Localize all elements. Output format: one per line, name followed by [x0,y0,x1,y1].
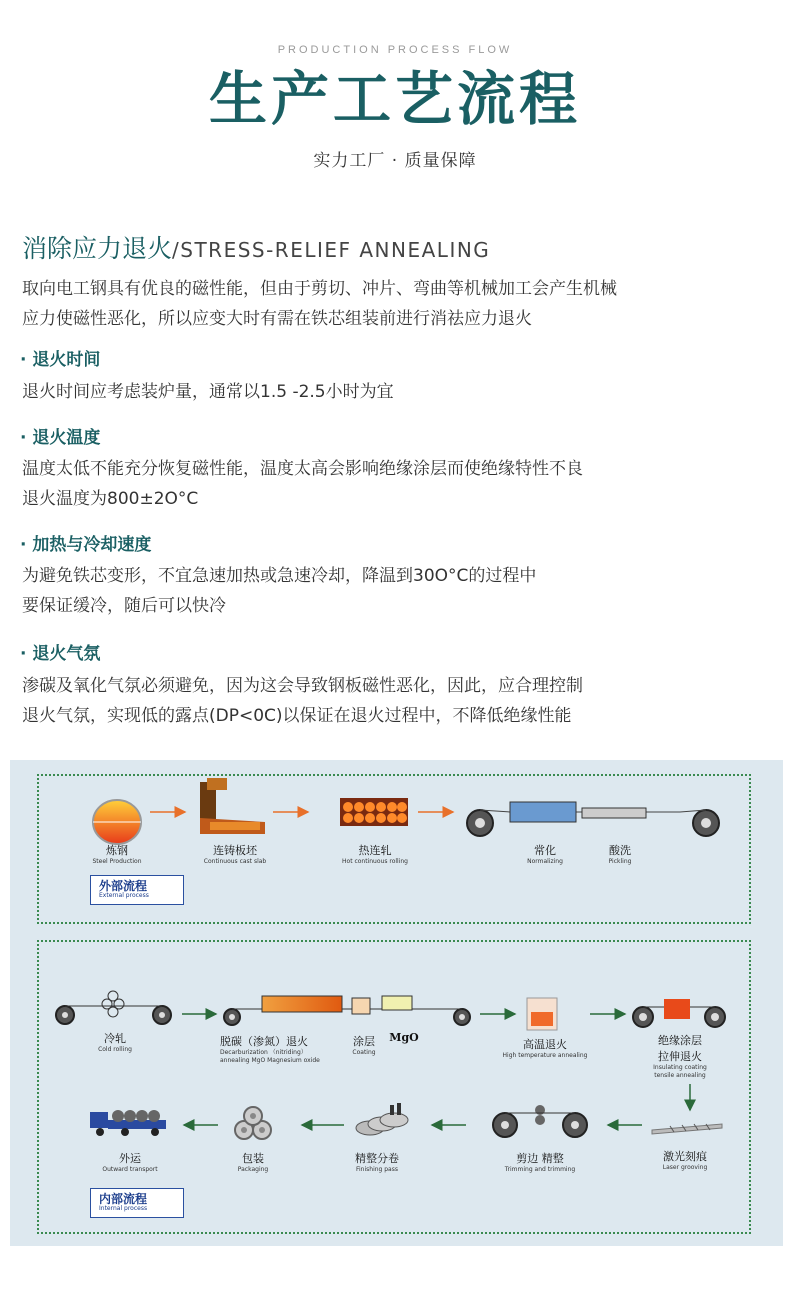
step-laser-grooving: 激光刻痕 Laser grooving [662,1150,708,1171]
paragraph-line: 为避免铁芯变形，不宜急速加热或急速冷却，降温到30O°C的过程中 [22,566,537,586]
paragraph-line: 渗碳及氧化气氛必须避免，因为这会导致钢板磁性恶化，因此，应合理控制 [22,676,583,696]
heading-heating-cooling: · 加热与冷却速度 [20,535,152,555]
step-hot-rolling: 热连轧 Hot continuous rolling [342,844,408,865]
insulating-coating-icon [633,999,725,1027]
truck-icon [90,1110,166,1136]
step-normalizing: 常化 Normalizing [527,844,563,865]
step-packaging: 包装 Packaging [237,1152,269,1173]
section-title-en: /STRESS-RELIEF ANNEALING [172,238,491,262]
cold-rolling-icon [56,991,171,1024]
step-decarburization: 脱碳（渗氮）退火 Decarburization （nitriding） annealing MgO Magnesium oxide [220,1035,320,1064]
heading-atmosphere: · 退火气氛 [20,644,101,664]
steel-production-icon [93,800,141,844]
hot-rolling-icon [340,798,408,826]
section-title-cn: 消除应力退火 [22,234,173,263]
paragraph-line: 要保证缓冷，随后可以快冷 [22,596,226,616]
external-process-tag [90,875,184,905]
paragraph-line: 退火气氛，实现低的露点(DP<0C)以保证在退火过程中，不降低绝缘性能 [22,706,572,726]
step-mgo: MgO [389,1031,419,1044]
page-subtitle: 实力工厂 · 质量保障 [313,151,477,171]
header-en-caption: PRODUCTION PROCESS FLOW [277,44,513,56]
step-high-temp-annealing: 高温退火 High temperature annealing [502,1038,588,1059]
step-insulating-coating: 绝缘涂层 拉伸退火 Insulating coating tensile annealing [653,1034,707,1079]
intro-line: 应力使磁性恶化，所以应变大时有需在铁芯组装前进行消祛应力退火 [22,309,532,329]
finishing-pass-icon [356,1103,408,1135]
step-trimming: 剪边 精整 Trimming and trimming [504,1152,576,1173]
step-coating: 涂层 Coating [352,1035,376,1056]
step-cold-rolling: 冷轧 Cold rolling [98,1032,132,1053]
heading-annealing-temperature: · 退火温度 [20,428,101,448]
trimming-icon [493,1105,587,1137]
paragraph-line: 退火时间应考虑装炉量，通常以1.5 -2.5小时为宜 [22,382,394,402]
page-title: 生产工艺流程 [208,65,581,133]
step-continuous-cast: 连铸板坯 Continuous cast slab [203,844,267,865]
paragraph-line: 退火温度为800±2O°C [22,489,199,509]
external-tag-cn: 外部流程 [99,879,148,893]
continuous-cast-icon [200,778,265,834]
step-steel-production: 炼钢 Steel Production [92,844,142,865]
external-tag-en: External process [99,892,149,899]
packaging-icon [235,1107,271,1139]
internal-tag-cn: 内部流程 [99,1192,148,1206]
intro-line: 取向电工钢具有优良的磁性能，但由于剪切、冲片、弯曲等机械加工会产生机械 [22,279,617,299]
step-finishing-pass: 精整分卷 Finishing pass [355,1152,399,1173]
section-title [22,229,490,265]
heading-annealing-time: · 退火时间 [20,350,101,370]
process-flow-diagram [10,760,783,1246]
internal-tag-en: Internal process [99,1205,148,1212]
paragraph-line: 温度太低不能充分恢复磁性能，温度太高会影响绝缘涂层而使绝缘特性不良 [22,459,583,479]
high-temp-annealing-icon [527,998,557,1030]
internal-process-tag [90,1188,184,1218]
decarburization-coating-line-icon [224,996,470,1025]
step-pickling: 酸洗 Pickling [608,844,632,865]
step-outward-transport: 外运 Outward transport [102,1152,158,1173]
normalizing-pickling-line-icon [467,802,719,836]
laser-grooving-icon [652,1124,722,1134]
